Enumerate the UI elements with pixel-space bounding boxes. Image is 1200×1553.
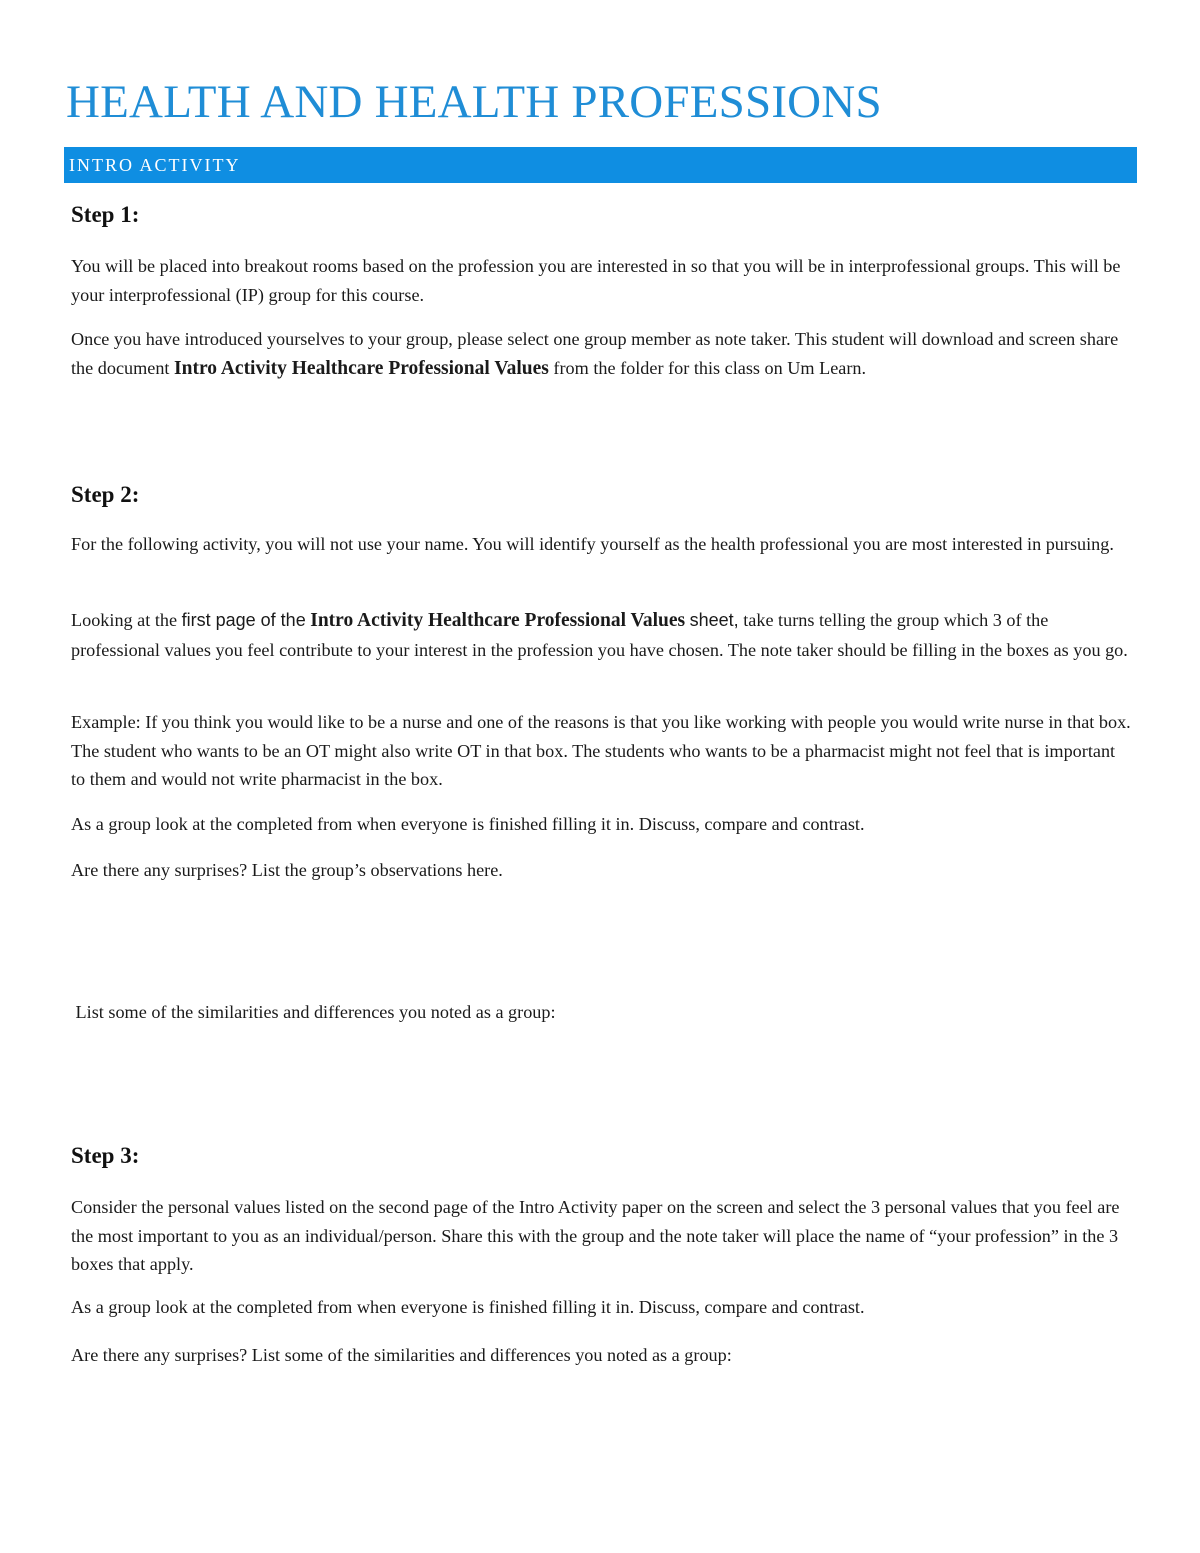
step-1-paragraph-2-text: Once you have introduced yourselves to your group, please select one group member as note taker. This student will download and screen share the document: [71, 329, 1119, 378]
step-1-paragraph-2-end: from the folder for this class on Um Learn.: [548, 357, 867, 378]
step-3-paragraph-1: Consider the personal values listed on the second page of the Intro Activity paper on the screen and select the 3 personal values that you feel are the most important to you as an individual/person. Share this with the group and the note taker will place the name of “your profession” in the 3 boxes that apply.: [71, 1197, 1120, 1274]
document-name-bold: Intro Activity Healthcare Professional Values: [174, 357, 549, 379]
step-3-similarities-prompt: Are there any surprises? List some of the similarities and differences you noted as a group:: [71, 1345, 732, 1365]
step-2-paragraph-4: As a group look at the completed from when everyone is finished filling it in. Discuss, compare and contrast.: [71, 814, 865, 834]
step-2-paragraph-2: [71, 606, 1131, 664]
step-2-paragraph-2-end: take turns telling the group which 3 of the professional values you feel contribute to your interest in the profession you have chosen. The note taker should be filling in the boxes as you go.: [71, 610, 1128, 660]
step-2-similarities-prompt: List some of the similarities and differences you noted as a group:: [71, 1002, 556, 1022]
step-1-paragraph-2: [71, 325, 1131, 383]
page-title: HEALTH AND HEALTH PROFESSIONS: [66, 76, 882, 128]
step-1-heading: Step 1:: [71, 202, 140, 227]
step-2-paragraph-2-start: Looking at the: [71, 610, 182, 630]
section-banner: [64, 147, 1137, 183]
step-2-paragraph-1: For the following activity, you will not use your name. You will identify yourself as the health professional you are most interested in pursuing.: [71, 534, 1114, 554]
step-2-example-paragraph: Example: If you think you would like to be a nurse and one of the reasons is that you like working with people you would write nurse in that box. The student who wants to be an OT might also write OT in that box. The students who wants to be a pharmacist might not feel that is important to them and would not write pharmacist in the box.: [71, 712, 1131, 789]
step-2-observations-prompt: Are there any surprises? List the group’s observations here.: [71, 860, 503, 880]
section-banner-label: INTRO ACTIVITY: [69, 155, 241, 175]
step-3-heading: Step 3:: [71, 1143, 140, 1168]
step-1-paragraph-1: You will be placed into breakout rooms based on the profession you are interested in so that you will be in interprofessional groups. This will be your interprofessional (IP) group for this course.: [71, 256, 1121, 305]
sheet-name-bold: Intro Activity Healthcare Professional Values: [310, 610, 686, 631]
step-3-paragraph-2: As a group look at the completed from when everyone is finished filling it in. Discuss, compare and contrast.: [71, 1297, 865, 1317]
step-2-paragraph-2-sans: first page of the: [181, 610, 306, 630]
step-2-heading: Step 2:: [71, 482, 140, 507]
step-2-paragraph-2-sans-2: sheet,: [689, 610, 739, 630]
